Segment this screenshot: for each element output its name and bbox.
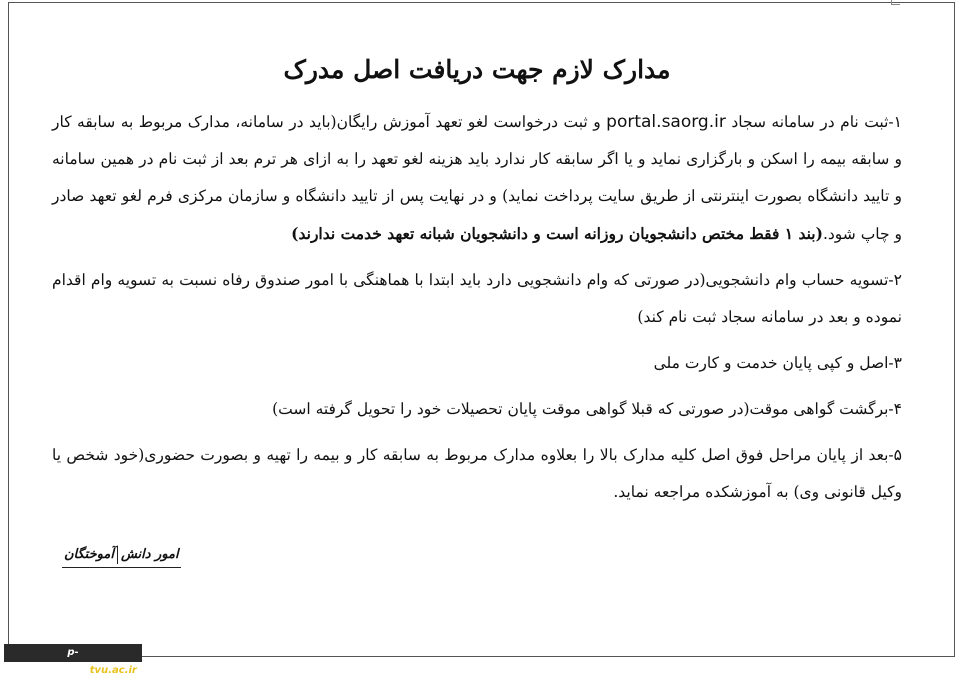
item-1-text-a: ۱-ثبت نام در سامانه سجاد xyxy=(725,113,902,131)
list-item-2: ۲-تسویه حساب وام دانشجویی(در صورتی که وام دانشجویی دارد باید ابتدا با هماهنگی با امور صندوق رفاه نسبت به تسویه وام اقدام نموده و بعد در سامانه سجاد ثبت نام کند) xyxy=(52,271,902,326)
item-1-note: (بند ۱ فقط مختص دانشجویان روزانه است و دانشجویان شبانه تعهد خدمت ندارند) xyxy=(291,224,823,243)
list-item-3: ۳-اصل و کپی پایان خدمت و کارت ملی xyxy=(653,354,902,372)
signature-part-b: آموختگان xyxy=(64,547,114,562)
signature-part-a: امور دانش xyxy=(120,547,179,562)
watermark-suffix: tvu.ac.ir xyxy=(89,665,137,676)
list-item-4: ۴-برگشت گواهی موقت(در صورتی که قبلا گواهی موقت پایان تحصیلات خود را تحویل گرفته است) xyxy=(272,400,902,418)
document-body xyxy=(52,50,902,520)
corner-mark xyxy=(891,0,900,5)
item-1-text-b: و ثبت درخواست لغو تعهد آموزش رایگان(باید در سامانه، مدارک مربوط به سابقه کار و سابقه بیمه را اسکن و بارگزاری نماید و یا اگر سابقه کار ندارد باید هزینه لغو تعهد را به ازای هر ترم بعد از ثبت نام در همین سامانه و تایید دانشگاه بصورت اینترنتی از طریق سایت پرداخت نماید) و در نهایت پس از تایید دانشگاه و سازمان مرکزی فرم لغو تعهد صادر و چاپ شود. xyxy=(52,113,902,243)
list-item-1 xyxy=(52,104,902,253)
watermark-prefix: p-aliabadkatool. xyxy=(9,647,90,676)
site-watermark xyxy=(4,644,142,676)
signature-divider xyxy=(117,546,118,564)
portal-url: portal.saorg.ir xyxy=(606,112,726,132)
document-title: مدارک لازم جهت دریافت اصل مدرک xyxy=(283,55,671,84)
list-item-5: ۵-بعد از پایان مراحل فوق اصل کلیه مدارک بالا را بعلاوه مدارک مربوط به سابقه کار و بیمه را تهیه و بصورت حضوری(خود شخص یا وکیل قانونی وی) به آموزشکده مراجعه نماید. xyxy=(52,446,902,501)
signature xyxy=(62,545,181,568)
